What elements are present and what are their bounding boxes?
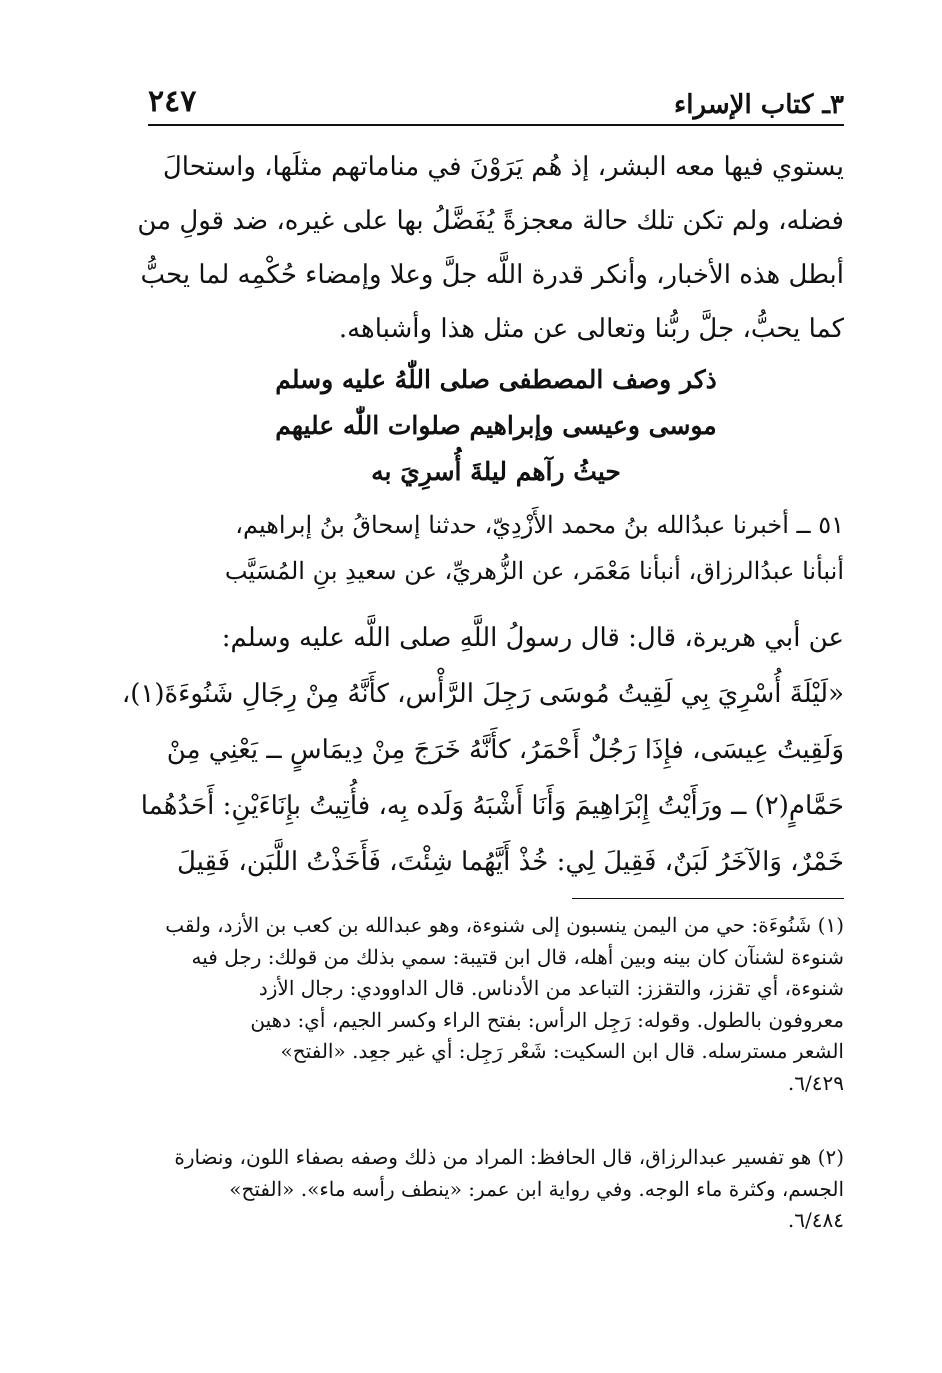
footnote-line: ٦/٤٨٤. (787, 1208, 844, 1232)
footnote-line: ٦/٤٢٩. (787, 1070, 844, 1095)
footnote-rule (572, 898, 844, 899)
text-line: حَمَّامٍ(٢) ــ ورَأَيْتُ إِبْرَاهِيمَ وَأَنَا أَشْبَهُ وَلَده بِه، فأُتِيتُ بإِنَاءَيْنِ: أَحَدُهُما (140, 791, 844, 821)
footnote-1 (148, 910, 844, 1099)
text-line: وَلَقِيتُ عِيسَى، فإِذَا رَجُلٌ أَحْمَرُ، كأَنَّهُ خَرَجَ مِنْ دِيمَاسٍ ــ يَعْنِي مِنْ (166, 735, 844, 765)
text-line: فضله، ولم تكن تلك حالة معجزةً يُفَضَّلُ بها على غيره، ضد قولِ من (137, 206, 844, 236)
hadith-isnad (148, 502, 844, 594)
footnote-line: (١) شَنُوءَة: حي من اليمن ينسبون إلى شنوءة، وهو عبدالله بن كعب بن الأزد، ولقب (165, 913, 844, 937)
page-header (148, 78, 844, 128)
text-line: ٥١ ــ أخبرنا عبدُالله بنُ محمد الأَزْدِيّ، حدثنا إسحاقُ بنُ إبراهيم، (235, 511, 844, 539)
footnote-line: الجسم، وكثرة ماء الوجه. وفي رواية ابن عمر: «ينطف رأسه ماء». «الفتح» (229, 1176, 844, 1201)
text-line: خَمْرٌ، وَالآخَرُ لَبَنٌ، فَقِيلَ لِي: خُذْ أَيَّهُما شِئْتَ، فَأَخَذْتُ اللَّبَن، فَقِيلَ (176, 847, 844, 877)
page-number: ٢٤٧ (148, 84, 197, 119)
text-line: عن أبي هريرة، قال: قال رسولُ اللَّهِ صلى اللَّه عليه وسلم: (221, 623, 844, 653)
footnote-2 (148, 1142, 844, 1237)
heading-line: موسى وعيسى وإبراهيم صلوات اللّٰه عليهم (275, 411, 717, 440)
text-line: أبطل هذه الأخبار، وأنكر قدرة اللَّه جلَّ وعلا وإمضاء حُكْمِه لما يحبُّ (140, 260, 844, 290)
footnote-line: شنوءة لشنآن كان بينه وبين أهله، قال ابن قتيبة: سمي بذلك من قولك: رجل فيه (191, 944, 844, 969)
footnote-line: معروفون بالطول. وقوله: رَجِل الرأس: بفتح الراء وكسر الجيم، أي: دهين (250, 1007, 844, 1032)
heading-line: حيثُ رآهم ليلةَ أُسرِيَ به (371, 457, 621, 486)
chapter-title: ٣ـ كتاب الإسراء (674, 90, 844, 120)
header-rule (148, 124, 844, 126)
hadith-text (121, 610, 844, 890)
footnote-line: (٢) هو تفسير عبدالرزاق، قال الحافظ: المراد من ذلك وصفه بصفاء اللون، ونضارة (174, 1145, 844, 1169)
footnote-line: شنوءة، أي تقزز، والتقزز: التباعد من الأدناس. قال الداوودي: رجال الأزد (258, 976, 844, 1000)
text-line: «لَيْلَةَ أُسْرِيَ بِي لَقِيتُ مُوسَى رَجِلَ الرَّأْس، كأَنَّهُ مِنْ رِجَالِ شَنُوءَةَ(١)، (121, 679, 844, 709)
text-line: كما يحبُّ، جلَّ ربُّنا وتعالى عن مثل هذا وأشباهه. (338, 314, 844, 344)
opening-paragraph (137, 140, 844, 356)
footnote-line: الشعر مسترسله. قال ابن السكيت: شَعْر رَجِل: أي غير جعِد. «الفتح» (280, 1039, 844, 1063)
heading-line: ذكر وصف المصطفى صلى اللّٰهُ عليه وسلم (275, 365, 717, 394)
text-line: يستوي فيها معه البشر، إذ هُم يَرَوْنَ في مناماتهم مثلَها، واستحالَ (162, 152, 844, 182)
section-heading (148, 357, 844, 495)
text-line: أنبأنا عبدُالرزاق، أنبأنا مَعْمَر، عن الزُّهريِّ، عن سعيدِ بنِ المُسَيَّب (224, 557, 844, 585)
